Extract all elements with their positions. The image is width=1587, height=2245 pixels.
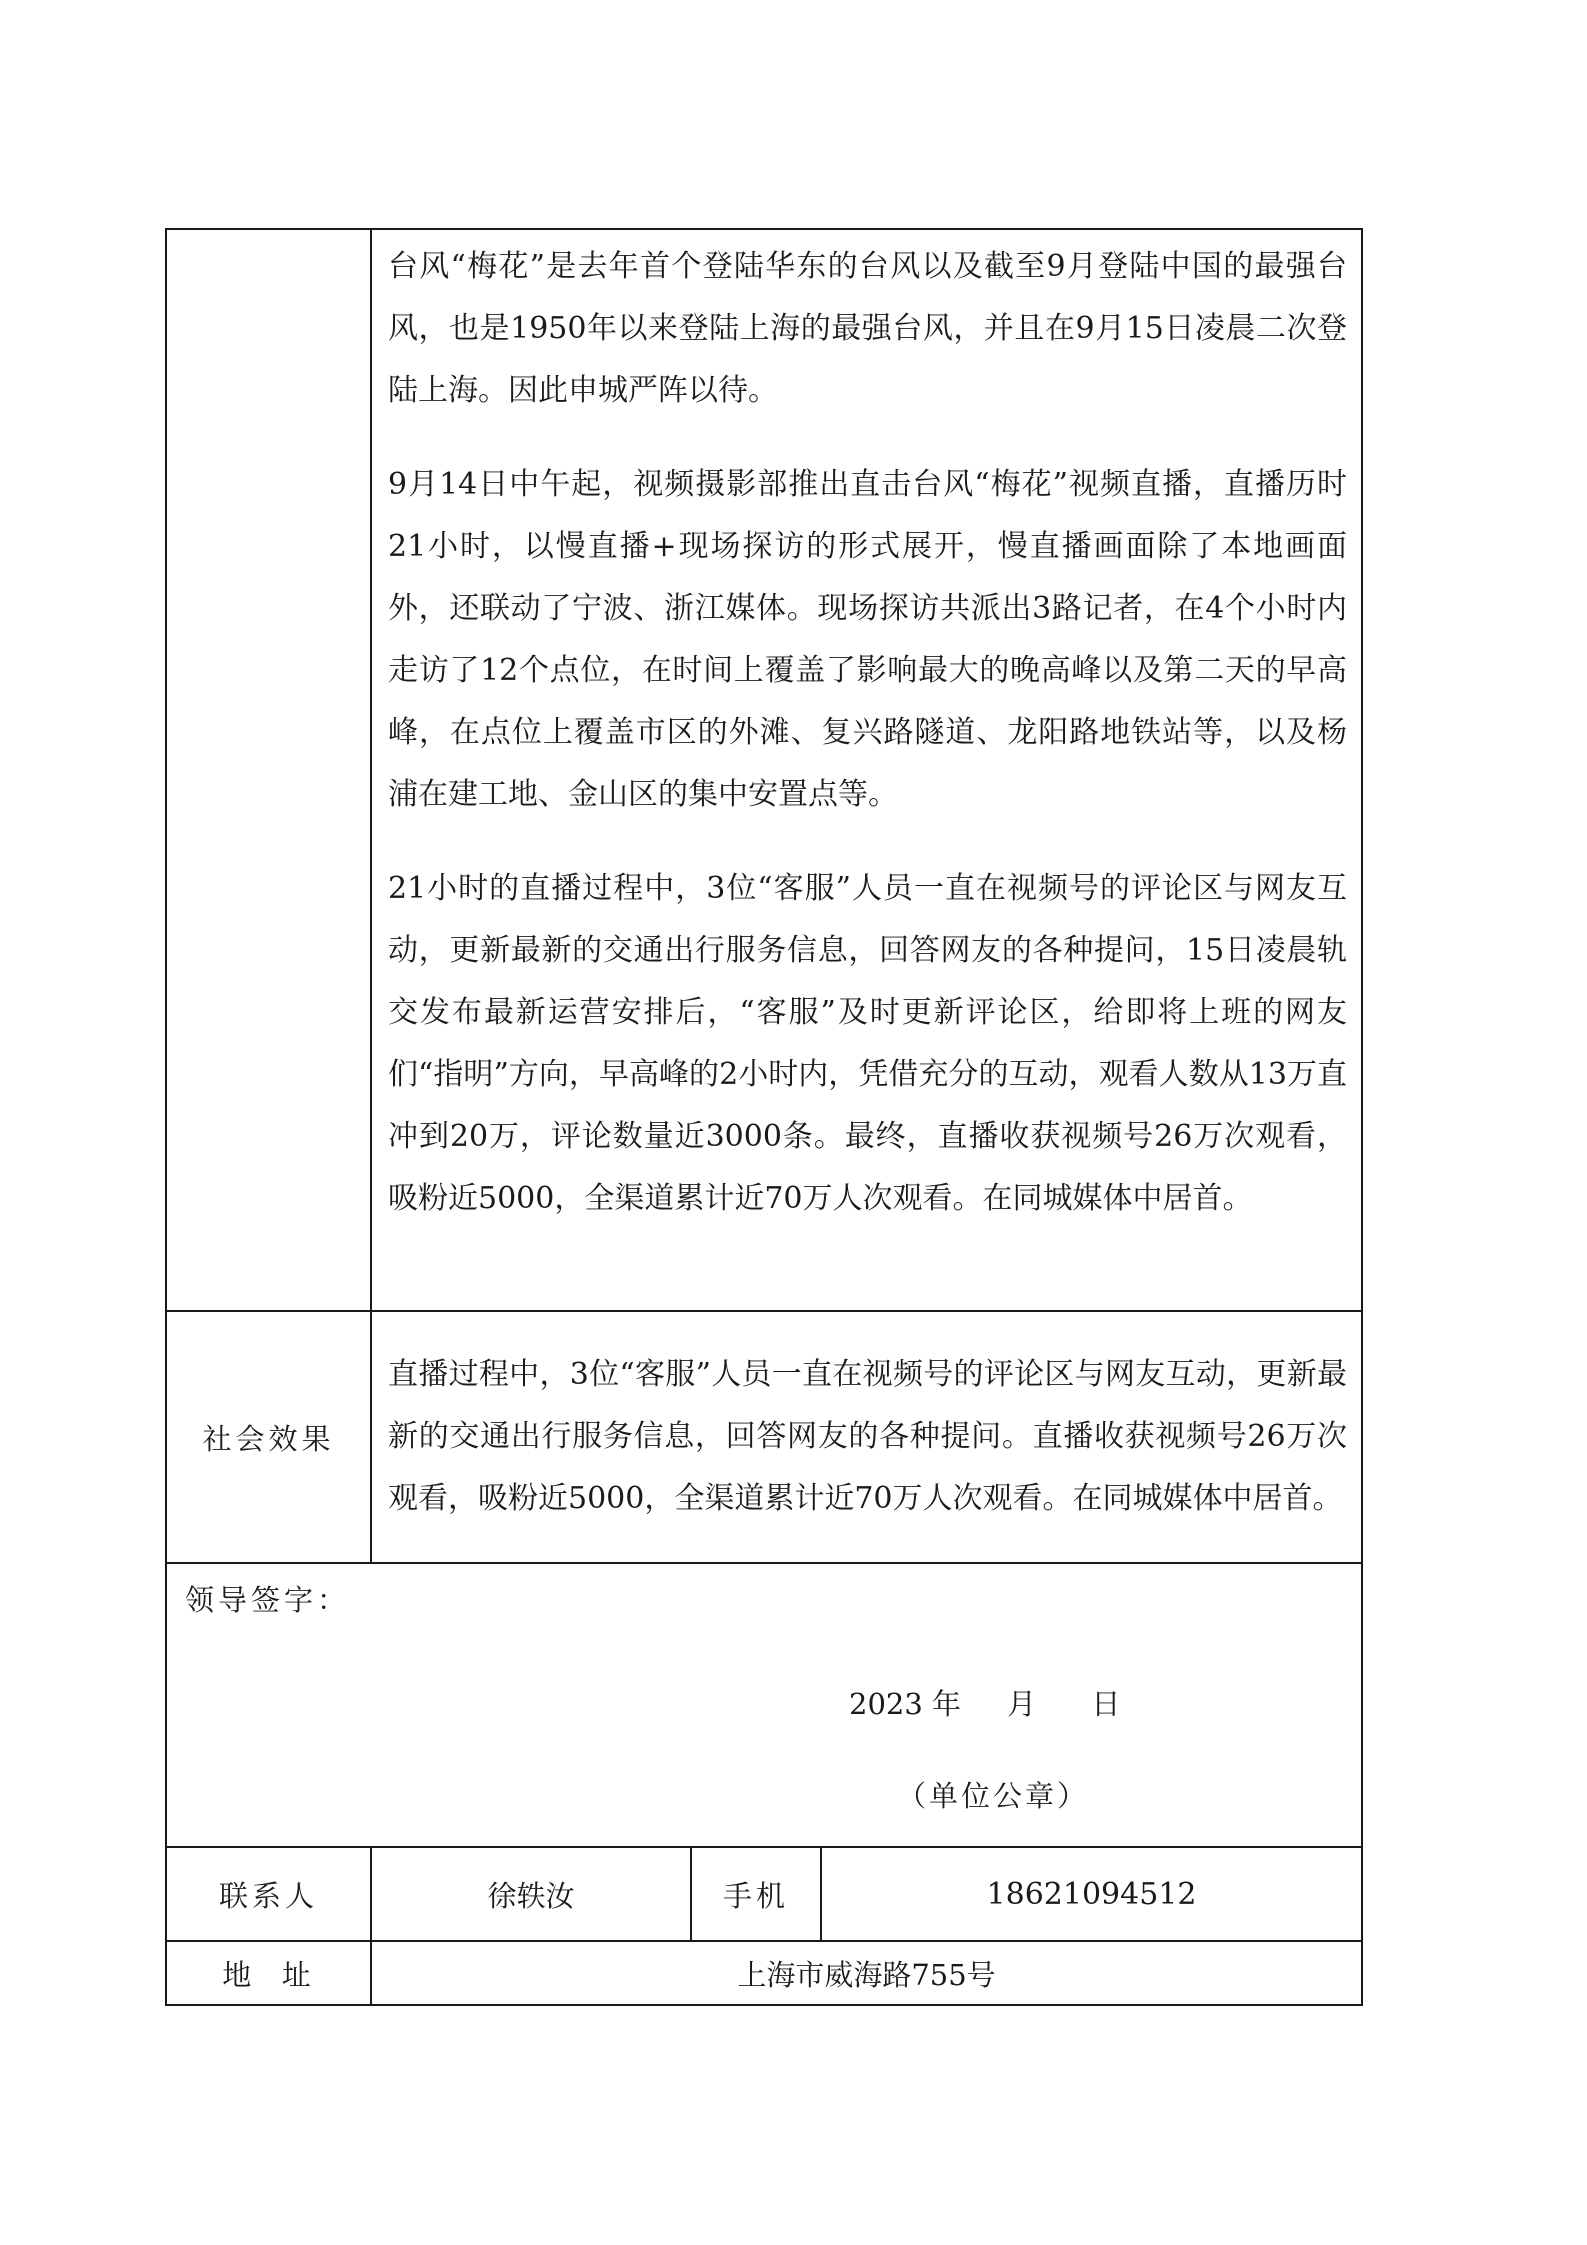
social-effect-text: 直播过程中，3位“客服”人员一直在视频号的评论区与网友互动，更新最新的交通出行服务信息，回答网友的各种提问。直播收获视频号26万次观看，吸粉近5000，全渠道累计近70万人次观看。在同城媒体中居首。	[371, 1311, 1362, 1563]
paragraph-1: 台风“梅花”是去年首个登陆华东的台风以及截至9月登陆中国的最强台风，也是1950年以来登陆上海的最强台风，并且在9月15日凌晨二次登陆上海。因此申城严阵以待。	[388, 249, 1347, 408]
award-form-table	[165, 228, 1363, 2006]
social-effect-row	[166, 1311, 1362, 1563]
signature-date: 2023 年 月 日	[849, 1687, 1121, 1721]
signature-row	[166, 1563, 1362, 1847]
address-value: 上海市威海路755号	[371, 1941, 1362, 2005]
contact-row	[166, 1847, 1362, 1941]
unit-seal-label: （单位公章）	[897, 1779, 1090, 1813]
phone-label: 手机	[691, 1847, 821, 1941]
description-row	[166, 229, 1362, 1311]
address-label: 地 址	[166, 1941, 371, 2005]
paragraph-3: 21小时的直播过程中，3位“客服”人员一直在视频号的评论区与网友互动，更新最新的交通出行服务信息，回答网友的各种提问，15日凌晨轨交发布最新运营安排后，“客服”及时更新评论区，给即将上班的网友们“指明”方向，早高峰的2小时内，凭借充分的互动，观看人数从13万直冲到20万，评论数量近3000条。最终，直播收获视频号26万次观看，吸粉近5000，全渠道累计近70万人次观看。在同城媒体中居首。	[388, 871, 1347, 1216]
description-content-cell	[371, 229, 1362, 1311]
signature-cell	[166, 1563, 1362, 1847]
contact-label: 联系人	[166, 1847, 371, 1941]
paragraph-2: 9月14日中午起，视频摄影部推出直击台风“梅花”视频直播，直播历时21小时，以慢直播+现场探访的形式展开，慢直播画面除了本地画面外，还联动了宁波、浙江媒体。现场探访共派出3路记者，在4个小时内走访了12个点位，在时间上覆盖了影响最大的晚高峰以及第二天的早高峰，在点位上覆盖市区的外滩、复兴路隧道、龙阳路地铁站等，以及杨浦在建工地、金山区的集中安置点等。	[388, 467, 1347, 812]
contact-name: 徐轶汝	[371, 1847, 691, 1941]
leader-signature-label: 领导签字：	[185, 1583, 351, 1617]
description-label-cell	[166, 229, 371, 1311]
address-row	[166, 1941, 1362, 2005]
phone-value: 18621094512	[821, 1847, 1362, 1941]
social-effect-label: 社会效果	[166, 1311, 371, 1563]
